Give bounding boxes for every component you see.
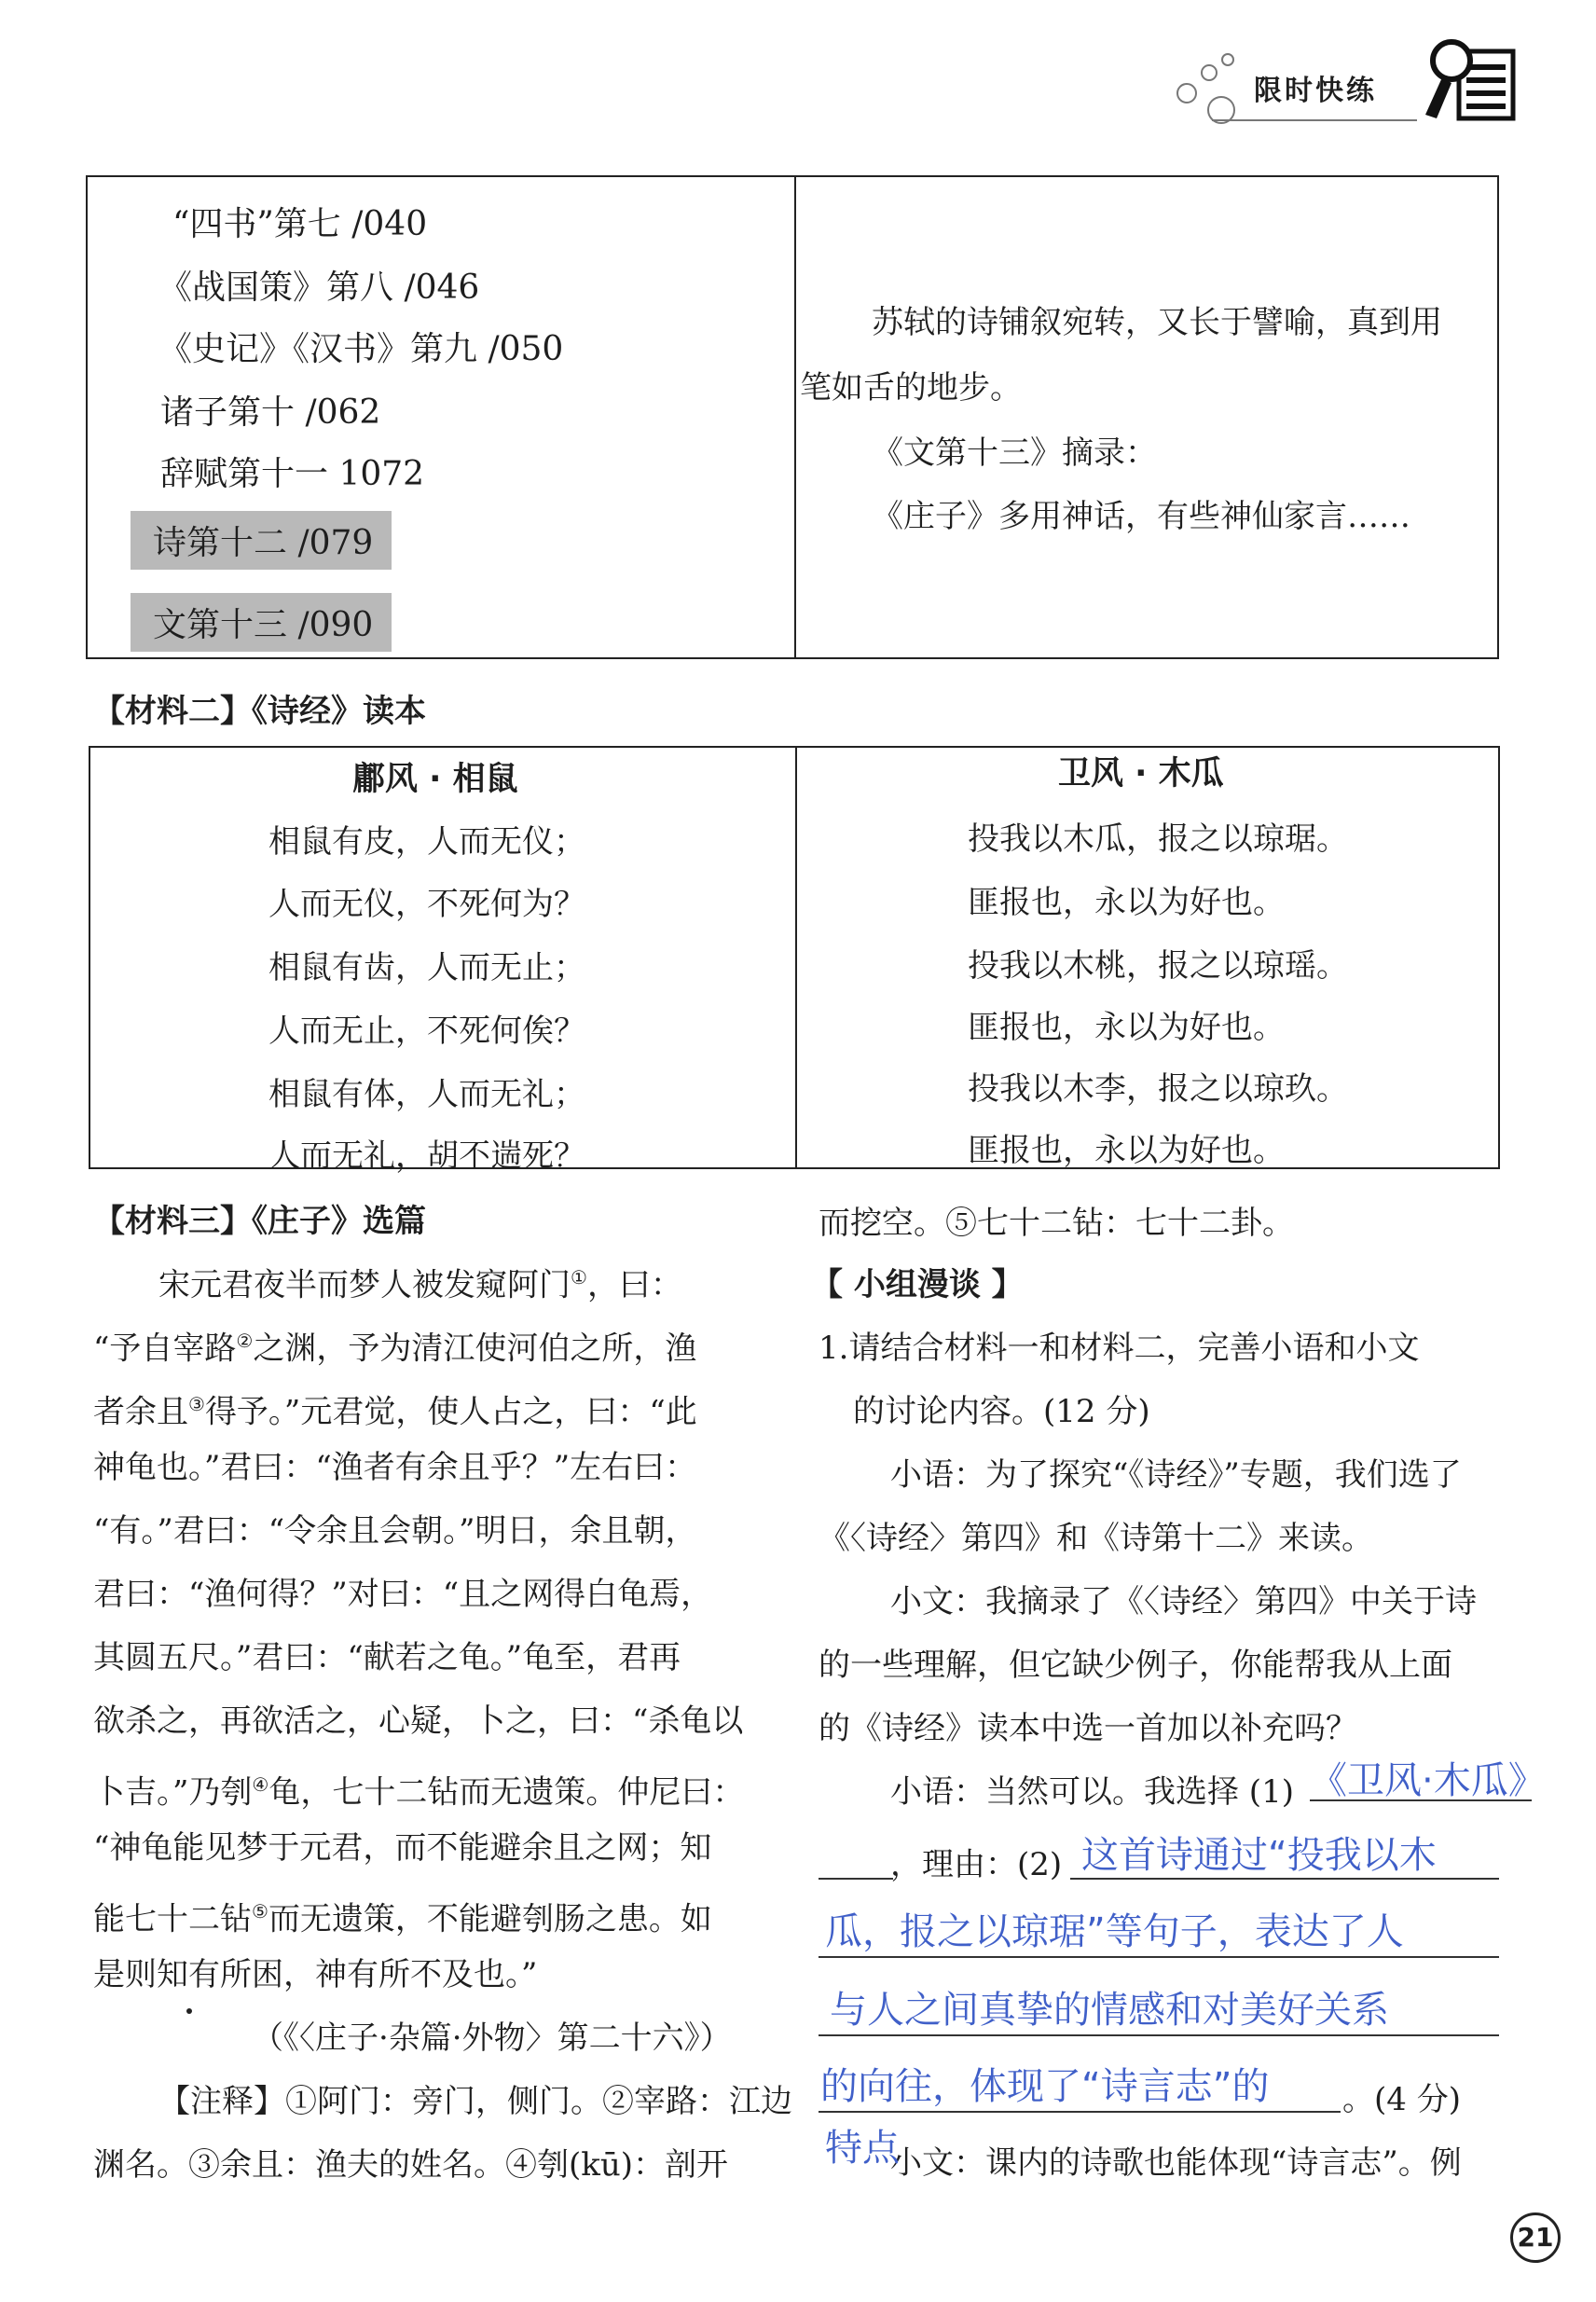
reason-label: ，理由：(2) [890, 1846, 1063, 1883]
poem-line: 人而无礼，胡不遄死？ [268, 1137, 585, 1175]
header-bubbles-decoration [1170, 47, 1254, 126]
dialogue-line: 小文：我摘录了《〈诗经〉第四》中关于诗 [890, 1583, 1477, 1620]
material3-text-line: 能七十二钻⑤而无遗策，不能避刳肠之患。如 [93, 1900, 712, 1938]
poem-line: 匪报也，永以为好也。 [968, 1132, 1285, 1169]
poem-line: 投我以木李，报之以琼玖。 [968, 1070, 1348, 1108]
handwritten-answer-2: 这首诗通过“投我以木 [1081, 1834, 1437, 1877]
poem-line: 相鼠有齿，人而无止； [268, 949, 585, 986]
answer-blank-line [1070, 1878, 1499, 1880]
toc-item: 《史记》《汉书》第九 /050 [158, 330, 564, 368]
header-rule [1212, 119, 1417, 121]
answer-blank-line [1310, 1799, 1532, 1801]
material1-right-text: 笔如舌的地步。 [800, 369, 1022, 407]
material3-text-line: 宋元君夜半而梦人被发窥阿门①，曰： [158, 1266, 682, 1304]
handwritten-answer-1: 《卫风·木瓜》 [1310, 1759, 1546, 1802]
poem-line: 投我以木桃，报之以琼瑶。 [968, 947, 1348, 985]
toc-item: “四书”第七 /040 [172, 205, 428, 243]
material1-right-text: 《庄子》多用神话，有些神仙家言…… [872, 498, 1410, 535]
poem-line: 匪报也，永以为好也。 [968, 1009, 1285, 1046]
dialogue-line: 《〈诗经〉第四》和《诗第十二》来读。 [819, 1520, 1373, 1557]
answer-blank-line [819, 1878, 893, 1880]
material3-text-line: 欲杀之，再欲活之，心疑，卜之，曰：“杀龟以 [93, 1702, 744, 1740]
material3-text-line: “有。”君曰：“令余且会朝。”明日，余且朝， [93, 1512, 697, 1550]
handwritten-answer-2: 的向往，体现了“诗言志”的 [820, 2065, 1270, 2108]
answer-blank-line [819, 2034, 1499, 2036]
material2-heading: 【材料二】《诗经》读本 [93, 693, 426, 730]
handwritten-answer-2: 瓜，报之以琼琚”等句子，表达了人 [825, 1910, 1404, 1953]
poem-line: 人而无仪，不死何为？ [268, 886, 585, 923]
material3-source: （《〈庄子·杂篇·外物〉第二十六》） [252, 2019, 732, 2057]
answer-blank-line [819, 1956, 1499, 1958]
poem-title-right: 卫风 · 木瓜 [1058, 755, 1224, 793]
material3-notes: 【注释】①阿门：旁门，侧门。②宰路：江边 [158, 2083, 792, 2120]
poem-title-left: 鄘风 · 相鼠 [352, 761, 518, 798]
material3-notes: 而挖空。⑤七十二钻：七十二卦。 [819, 1205, 1294, 1242]
material1-right-text: 苏轼的诗铺叙宛转，又长于譬喻，真到用 [872, 304, 1442, 341]
handwritten-answer-2: 与人之间真挚的情感和对美好关系 [830, 1989, 1389, 2032]
toc-item: 《战国策》第八 /046 [158, 269, 480, 307]
material3-text-line: 者余且③得予。”元君觉，使人占之，曰：“此 [93, 1393, 697, 1431]
header-title: 限时快练 [1254, 75, 1377, 107]
answer-blank-line [819, 2111, 1341, 2113]
notebook-icon [1422, 33, 1524, 126]
material2-divider [795, 746, 797, 1168]
poem-line: 相鼠有体，人而无礼； [268, 1076, 585, 1113]
material3-heading: 【材料三】《庄子》选篇 [93, 1203, 426, 1240]
dialogue-line: 小文：课内的诗歌也能体现“诗言志”。例 [890, 2144, 1462, 2182]
toc-highlighted-item: 诗第十二 /079 [131, 511, 392, 570]
handwritten-answer-2: 特点 [825, 2127, 900, 2170]
dialogue-line: 小语：当然可以。我选择 (1) [890, 1773, 1294, 1811]
poem-line: 匪报也，永以为好也。 [968, 884, 1285, 921]
poem-line: 相鼠有皮，人而无仪； [268, 823, 585, 861]
dialogue-line: 的《诗经》读本中选一首加以补充吗？ [819, 1710, 1357, 1747]
poem-line: 人而无止，不死何俟？ [268, 1013, 585, 1050]
page-number: 21 [1510, 2212, 1561, 2263]
material3-text-line: “予自宰路②之渊，予为清江使河伯之所，渔 [93, 1330, 697, 1368]
toc-item: 辞赋第十一 1072 [160, 455, 425, 493]
material3-text-line: “神龟能见梦于元君，而不能避余且之网；知 [93, 1829, 712, 1867]
poem-line: 投我以木瓜，报之以琼琚。 [968, 820, 1348, 858]
material3-text-line: 其圆五尺。”君曰：“献若之龟。”龟至，君再 [93, 1639, 681, 1676]
question-text: 1.请结合材料一和材料二，完善小语和小文 [819, 1330, 1420, 1367]
group-talk-heading: 【 小组漫谈 】 [811, 1266, 1024, 1303]
dialogue-line: 小语：为了探究“《诗经》”专题，我们选了 [890, 1456, 1462, 1494]
dialogue-line: 的一些理解，但它缺少例子，你能帮我从上面 [819, 1647, 1452, 1684]
question-text: 的讨论内容。(12 分) [853, 1393, 1150, 1430]
material3-text-line: 卜吉。”乃刳④龟，七十二钻而无遗策。仲尼曰： [93, 1773, 745, 1812]
material1-right-text: 《文第十三》摘录： [872, 434, 1157, 472]
material3-text-line: 君曰：“渔何得？”对曰：“且之网得白龟焉， [93, 1576, 713, 1613]
toc-highlighted-item: 文第十三 /090 [131, 593, 392, 652]
material3-text-line: 是则知有所困，神有所不及也。” [93, 1956, 538, 1993]
points-label: 。(4 分) [1342, 2081, 1461, 2118]
emphasis-dot [186, 2008, 192, 2014]
material3-notes: 渊名。③余且：渔夫的姓名。④刳(kū)：剖开 [93, 2146, 729, 2184]
toc-item: 诸子第十 /062 [160, 393, 381, 432]
material1-divider [794, 175, 796, 658]
material3-text-line: 神龟也。”君曰：“渔者有余且乎？”左右曰： [93, 1449, 697, 1486]
